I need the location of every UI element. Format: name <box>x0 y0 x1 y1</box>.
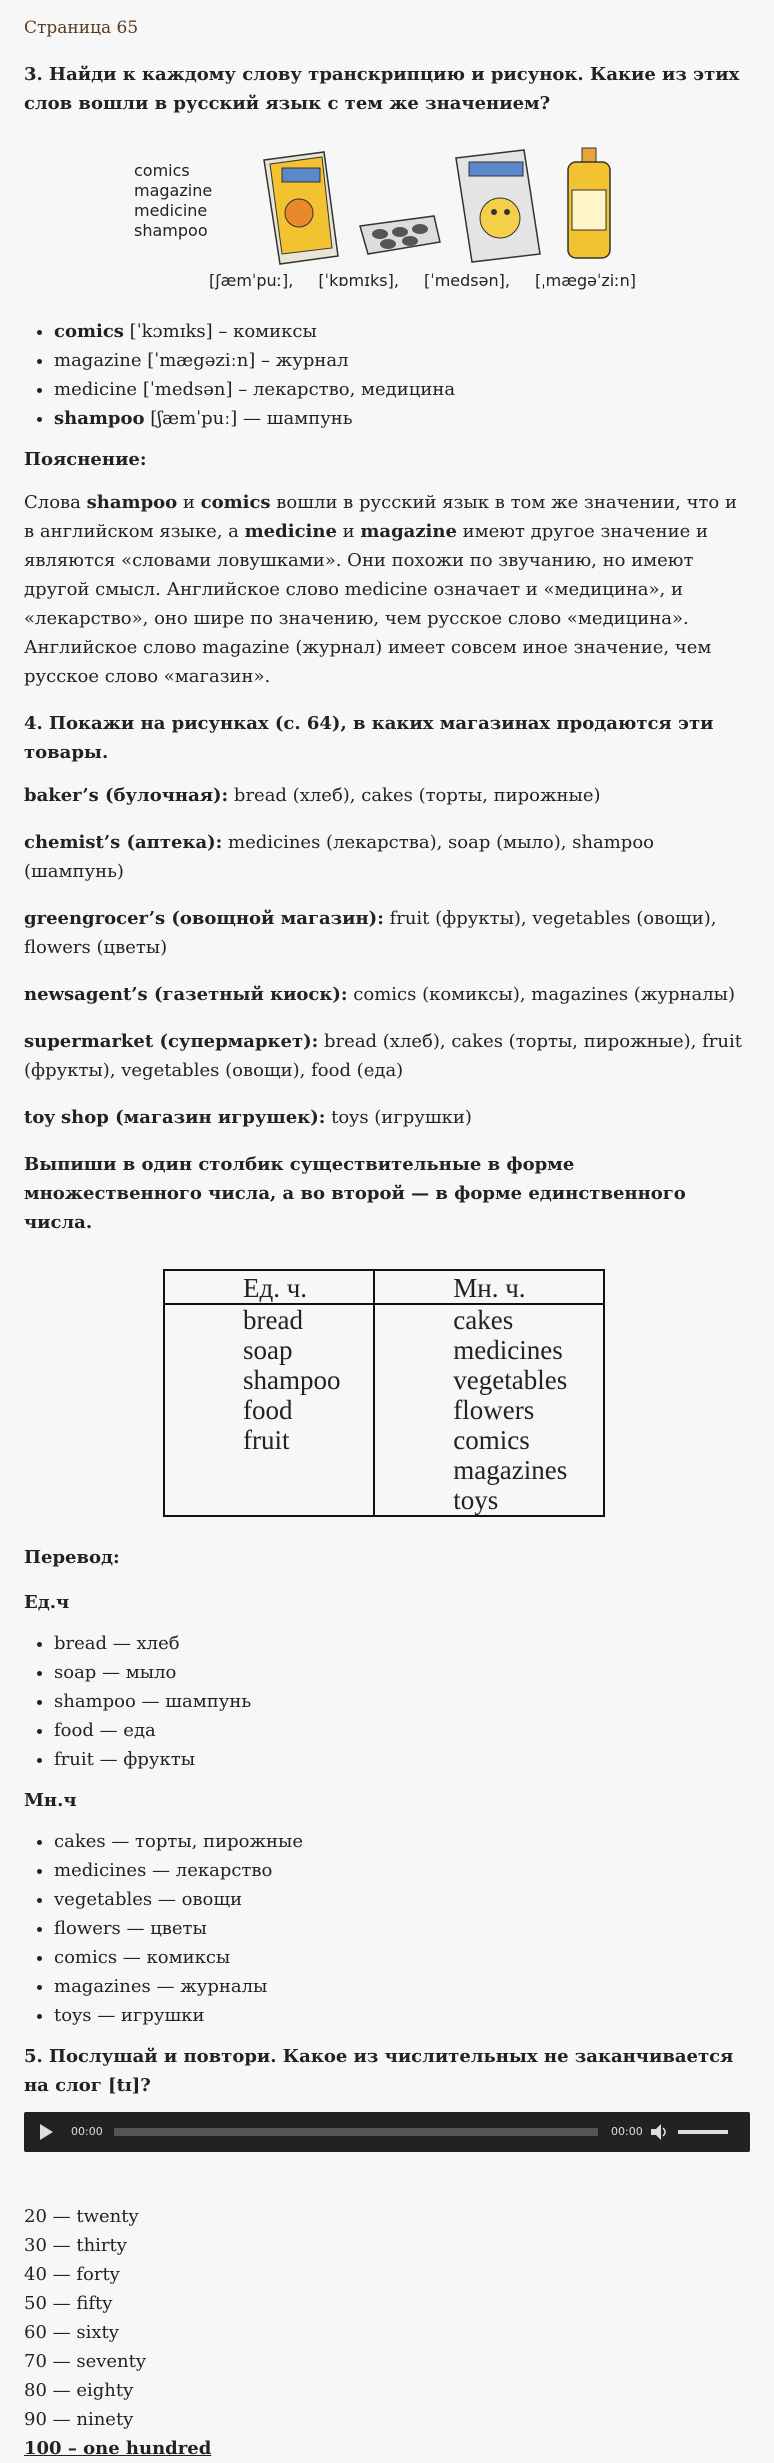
shop-items: medicines (лекарства), soap (мыло), shampoo (шампунь) <box>24 832 654 882</box>
list-item <box>54 346 750 375</box>
table-cell: flowers <box>453 1395 535 1425</box>
exercise-3-title: 3. Найди к каждому слову транскрипцию и рисунок. Какие из этих слов вошли в русский язык с тем же значением? <box>24 64 740 114</box>
exercise-3-answers <box>24 317 750 433</box>
list-item: • food — еда <box>54 1716 750 1745</box>
exercise-3-figure <box>24 138 750 303</box>
table-header-singular: Ед. ч. <box>164 1270 374 1304</box>
shampoo-bottle-drawing <box>568 148 610 258</box>
answer-rest: [ʃæmˈpuː] — шампунь <box>144 408 353 429</box>
page-number-link[interactable]: Страница 65 <box>24 18 139 38</box>
shop-name: greengrocer’s (овощной магазин): <box>24 908 384 929</box>
table-cell: soap <box>243 1335 293 1365</box>
singular-title: Ед.ч <box>24 1592 70 1613</box>
shop-entry <box>24 904 750 962</box>
shop-entry <box>24 1027 750 1085</box>
shop-name: baker’s (булочная): <box>24 785 229 806</box>
number-table-wrap <box>163 1269 605 1517</box>
figure-word: medicine <box>134 201 208 220</box>
figure-transcription: [ˌmægəˈziːn] <box>535 271 636 290</box>
number-line: 90 — ninety <box>24 2409 134 2430</box>
plural-title: Мн.ч <box>24 1790 77 1811</box>
table-cell: medicines <box>453 1335 563 1365</box>
number-line: 70 — seventy <box>24 2351 147 2372</box>
duration-time: 00:00 <box>611 2125 643 2138</box>
shop-entry <box>24 828 750 886</box>
shop-name: newsagent’s (газетный киоск): <box>24 984 348 1005</box>
shop-items: fruit (фрукты), vegetables (овощи), flowers (цветы) <box>24 908 717 958</box>
volume-slider[interactable] <box>678 2130 728 2134</box>
medicine-tablets-drawing <box>360 216 440 254</box>
magazine-drawing <box>456 150 540 262</box>
number-line: 20 — twenty <box>24 2206 139 2227</box>
volume-icon[interactable] <box>651 2124 669 2140</box>
list-item: • fruit — фрукты <box>54 1745 750 1774</box>
table-cell: magazines <box>453 1455 568 1485</box>
list-item: • toys — игрушки <box>54 2001 750 2030</box>
list-item <box>54 375 750 404</box>
table-cell: fruit <box>243 1425 290 1455</box>
current-time: 00:00 <box>71 2125 103 2138</box>
answer-number-line: 100 – one hundred <box>24 2438 212 2459</box>
answer-rest: [ˈkɔmɪks] – комиксы <box>123 321 317 342</box>
answer-word: magazine <box>54 350 142 371</box>
shop-name: chemist’s (аптека): <box>24 832 223 853</box>
number-line: 50 — fifty <box>24 2293 113 2314</box>
table-cell: cakes <box>453 1305 514 1335</box>
answer-word: shampoo <box>54 408 145 429</box>
numbers-list <box>24 2202 750 2463</box>
translation-title: Перевод: <box>24 1547 120 1568</box>
singular-translation-list <box>24 1629 750 1774</box>
list-item: • magazines — журналы <box>54 1972 750 2001</box>
figure-word: comics <box>134 161 190 180</box>
singular-column <box>164 1304 374 1516</box>
shop-entry <box>24 1103 750 1132</box>
shop-items: bread (хлеб), cakes (торты, пирожные), fruit (фрукты), vegetables (овощи), food (еда) <box>24 1031 742 1081</box>
shop-name: toy shop (магазин игрушек): <box>24 1107 326 1128</box>
exercise-4-task: Выпиши в один столбик существительные в форме множественного числа, а во второй — в форме единственного числа. <box>24 1154 686 1233</box>
audio-player <box>24 2112 750 2152</box>
answer-rest: [ˈmægəziːn] – журнал <box>141 350 349 371</box>
table-cell: toys <box>453 1485 499 1515</box>
list-item: • shampoo — шампунь <box>54 1687 750 1716</box>
table-cell: food <box>243 1395 293 1425</box>
list-item: • cakes — торты, пирожные <box>54 1827 750 1856</box>
figure-transcription: [ˈkɒmɪks], <box>318 271 399 290</box>
singular-plural-table <box>163 1269 605 1517</box>
list-item: • bread — хлеб <box>54 1629 750 1658</box>
explanation-paragraph: Слова shampoo и comics вошли в русский язык в том же значении, что и в английском языке, а medicine и magazine имеют другое значение и являются «словами ловушками». Они похожи по звучанию, но имеют другой смысл. Английское слово medicine означает и «медицина», и «лекарство», оно шире по значению, чем русское слово «медицина». Английское слово magazine (журнал) имеет совсем иное значение, чем русское слово «магазин». <box>24 492 737 687</box>
answer-rest: [ˈmedsən] – лекарство, медицина <box>137 379 456 400</box>
shop-items: toys (игрушки) <box>325 1107 472 1128</box>
exercise-4-title: 4. Покажи на рисунках (с. 64), в каких магазинах продаются эти товары. <box>24 713 714 763</box>
list-item: • medicines — лекарство <box>54 1856 750 1885</box>
figure-word-list <box>134 161 212 241</box>
shop-items: bread (хлеб), cakes (торты, пирожные) <box>228 785 601 806</box>
exercise-5-title: 5. Послушай и повтори. Какое из числительных не заканчивается на слог [tɪ]? <box>24 2046 734 2096</box>
table-cell: comics <box>453 1425 530 1455</box>
shop-items: comics (комиксы), magazines (журналы) <box>347 984 736 1005</box>
comics-book-drawing <box>264 152 338 264</box>
table-cell: vegetables <box>453 1365 568 1395</box>
plural-column <box>374 1304 604 1516</box>
shop-name: supermarket (супермаркет): <box>24 1031 319 1052</box>
shop-entry <box>24 781 750 810</box>
figure-word: shampoo <box>134 221 208 240</box>
list-item <box>54 404 750 433</box>
table-cell: shampoo <box>243 1365 341 1395</box>
list-item: • flowers — цветы <box>54 1914 750 1943</box>
table-header-plural: Мн. ч. <box>374 1270 604 1304</box>
plural-translation-list <box>24 1827 750 2030</box>
list-item: • vegetables — овощи <box>54 1885 750 1914</box>
number-line: 30 — thirty <box>24 2235 127 2256</box>
list-item <box>54 317 750 346</box>
answer-word: comics <box>54 321 124 342</box>
figure-transcription: [ˈmedsən], <box>424 271 510 290</box>
number-line: 60 — sixty <box>24 2322 119 2343</box>
list-item: • comics — комиксы <box>54 1943 750 1972</box>
figure-word: magazine <box>134 181 213 200</box>
play-icon[interactable] <box>40 2124 53 2140</box>
answer-word: medicine <box>54 379 138 400</box>
figure-transcriptions <box>209 266 656 295</box>
number-line: 40 — forty <box>24 2264 120 2285</box>
list-item: • soap — мыло <box>54 1658 750 1687</box>
seek-bar[interactable] <box>114 2128 598 2136</box>
figure-transcription: [ʃæmˈpuː], <box>209 271 294 290</box>
table-cell: bread <box>243 1305 303 1335</box>
shop-entry <box>24 980 750 1009</box>
number-line: 80 — eighty <box>24 2380 134 2401</box>
explanation-title: Пояснение: <box>24 449 147 470</box>
